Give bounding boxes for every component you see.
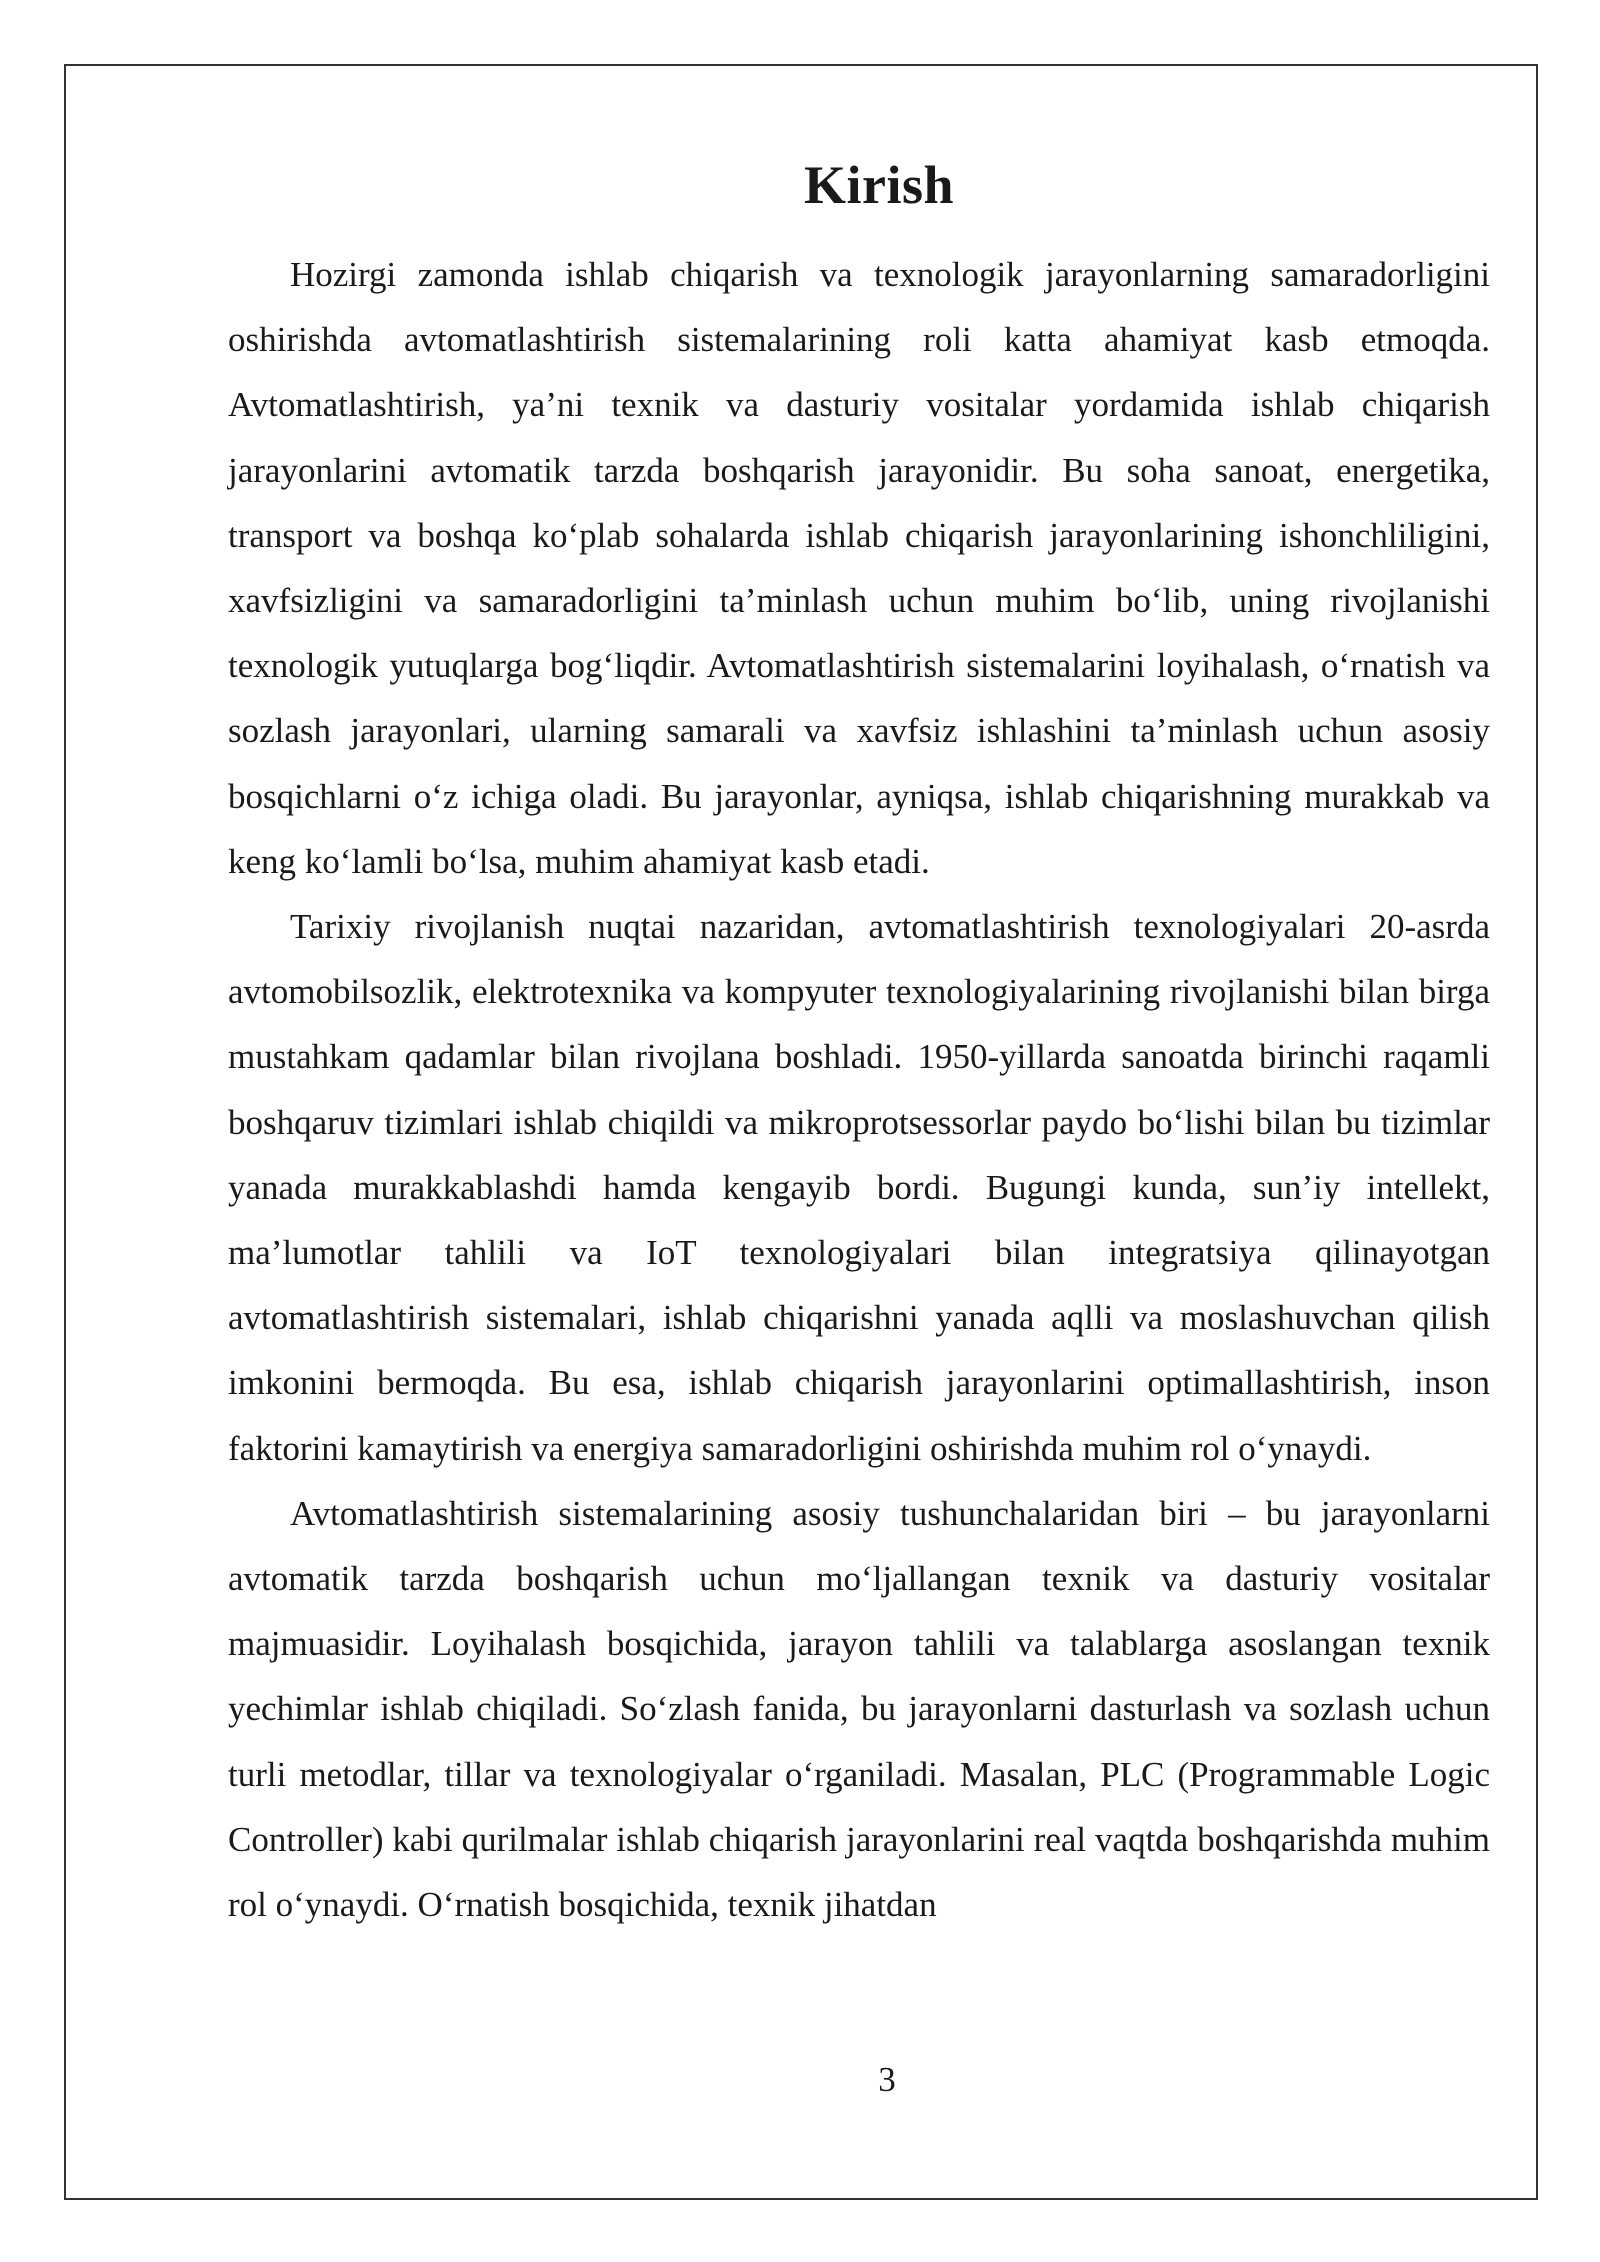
page-title: Kirish xyxy=(803,155,955,215)
body-paragraph-2: Tarixiy rivojlanish nuqtai nazaridan, avtomatlashtirish texnologiyalari 20-asrda avtomobilsozlik, elektrotexnika va kompyuter texnologiyalarining rivojlanishi bilan birga mustahkam qadamlar bilan rivojlana boshladi. 1950-yillarda sanoatda birinchi raqamli boshqaruv tizimlari ishlab chiqildi va mikroprotsessorlar paydo bo‘lishi bilan bu tizimlar yanada murakkablashdi hamda kengayib bordi. Bugungi kunda, sun’iy intellekt, ma’lumotlar tahlili va IoT texnologiyalari bilan integratsiya qilinayotgan avtomatlashtirish sistemalari, ishlab chiqarishni yanada aqlli va moslashuvchan qilish imkonini bermoqda. Bu esa, ishlab chiqarish jarayonlarini optimallashtirish, inson faktorini kamaytirish va energiya samaradorligini oshirishda muhim rol o‘ynaydi. xyxy=(228,907,1490,1468)
page-content xyxy=(228,140,1490,1937)
body-paragraph-3: Avtomatlashtirish sistemalarining asosiy tushunchalaridan biri – bu jarayonlarni avtomatik tarzda boshqarish uchun mo‘ljallangan texnik va dasturiy vositalar majmuasidir. Loyihalash bosqichida, jarayon tahlili va talablarga asoslangan texnik yechimlar ishlab chiqiladi. So‘zlash fanida, bu jarayonlarni dasturlash va sozlash uchun turli metodlar, tillar va texnologiyalar o‘rganiladi. Masalan, PLC (Programmable Logic Controller) kabi qurilmalar ishlab chiqarish jarayonlarini real vaqtda boshqarishda muhim rol o‘ynaydi. O‘rnatish bosqichida, texnik jihatdan xyxy=(228,1493,1490,1925)
body-paragraph-1: Hozirgi zamonda ishlab chiqarish va texnologik jarayonlarning samaradorligini oshirishda avtomatlashtirish sistemalarining roli katta ahamiyat kasb etmoqda. Avtomatlashtirish, ya’ni texnik va dasturiy vositalar yordamida ishlab chiqarish jarayonlarini avtomatik tarzda boshqarish jarayonidir. Bu soha sanoat, energetika, transport va boshqa ko‘plab sohalarda ishlab chiqarish jarayonlarining ishonchliligini, xavfsizligini va samaradorligini ta’minlash uchun muhim bo‘lib, uning rivojlanishi texnologik yutuqlarga bog‘liqdir. Avtomatlashtirish sistemalarini loyihalash, o‘rnatish va sozlash jarayonlari, ularning samarali va xavfsiz ishlashini ta’minlash uchun asosiy bosqichlarni o‘z ichiga oladi. Bu jarayonlar, ayniqsa, ishlab chiqarishning murakkab va keng ko‘lamli bo‘lsa, muhim ahamiyat kasb etadi. xyxy=(228,255,1490,881)
page-number: 3 xyxy=(878,2060,896,2099)
